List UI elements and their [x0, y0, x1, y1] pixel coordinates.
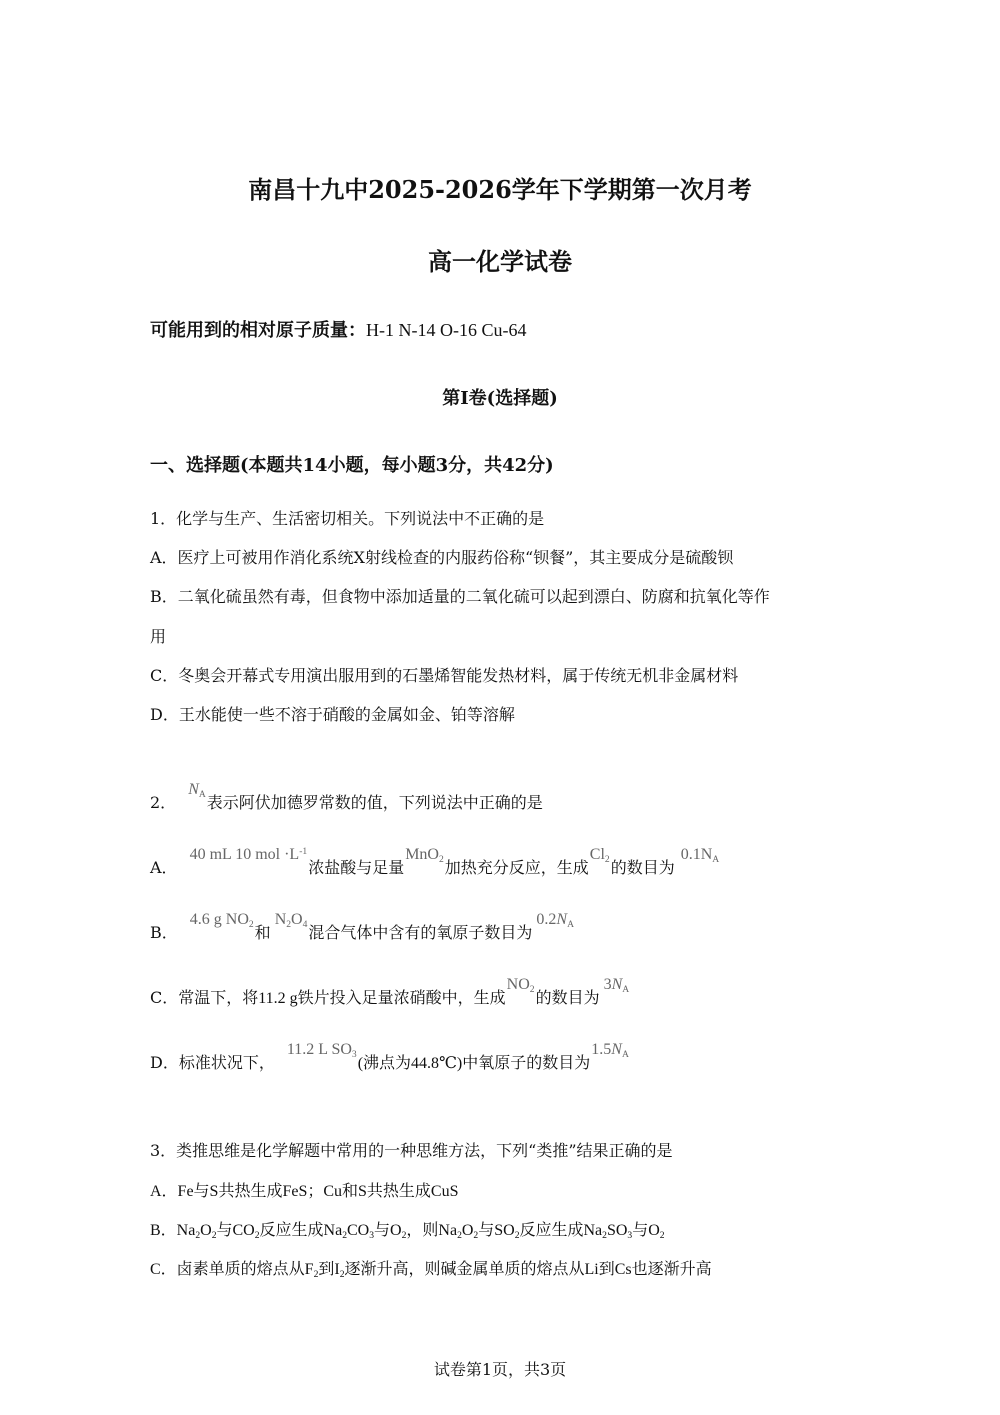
q2-option-a: A．40 mL 10 mol $\cdot L^{-1}$浓盐酸与足量MnO$_2$加热充分反应，生成$Cl_2$的数目为$0.1N_A$: [150, 846, 720, 877]
q2-option-b: B．4.6 g $NO_2$和$N_2O_4$混合气体中含有的氧原子数目为$0.2N_A$: [150, 911, 575, 942]
q3-option-c: C．卤素单质的熔点从$F_2$到$I_2$逐渐升高，则碱金属单质的熔点从Li到Cs也逐渐升高: [150, 1261, 712, 1280]
q3-option-a: A．Fe与S共热生成FeS；Cu和S共热生成CuS: [150, 1183, 459, 1200]
q2-c-formula-1: $NO_2$: [506, 976, 535, 995]
q2-number: 2．: [150, 793, 177, 812]
q2-b-formula-3: $0.2N_A$: [536, 911, 575, 930]
q2-d-formula-1: 11.2 L $SO_3$: [286, 1041, 357, 1060]
q2-b-formula-2: $N_2O_4$: [274, 911, 308, 930]
q2-a-formula-4: $0.1N_A$: [680, 846, 720, 865]
q3-stem: 3．类推思维是化学解题中常用的一种思维方法，下列“类推”结果正确的是: [150, 1141, 673, 1160]
q2-b-formula-1: 4.6 g $NO_2$: [189, 911, 254, 930]
q2-d-formula-2: $1.5N_A$: [591, 1041, 629, 1060]
q2-c-formula-2: $3N_A$: [603, 976, 630, 995]
q1-option-b-line2: 用: [150, 627, 167, 646]
q2-na-symbol: $N_A$: [188, 781, 206, 800]
q1-option-b-line1: B．二氧化硫虽然有毒，但食物中添加适量的二氧化硫可以起到漂白、防腐和抗氧化等作: [150, 587, 770, 606]
q2-stem: [150, 781, 543, 814]
atomic-mass-label: 可能用到的相对原子质量：: [150, 320, 366, 341]
q1-option-c: C．冬奥会开幕式专用演出服用到的石墨烯智能发热材料，属于传统无机非金属材料: [150, 666, 739, 685]
exam-title-line2: 高一化学试卷: [428, 247, 572, 276]
q2-option-c: C．常温下，将11.2 g铁片投入足量浓硝酸中，生成$NO_2$的数目为$3N_A$: [150, 976, 630, 1007]
q2-a-formula-3: $Cl_2$: [589, 846, 610, 865]
q1-option-a: A．医疗上可被用作消化系统X射线检查的内服药俗称“钡餐”，其主要成分是硫酸钡: [150, 548, 734, 567]
q1-stem: 1．化学与生产、生活密切相关。下列说法中不正确的是: [150, 509, 545, 528]
section-title: 一、选择题(本题共14小题，每小题3分，共42分): [150, 455, 554, 476]
q2-stem-text: 表示阿伏加德罗常数的值，下列说法中正确的是: [206, 793, 543, 812]
q2-a-formula-1: 40 mL 10 mol $\cdot L^{-1}$: [189, 846, 308, 863]
exam-title-line1: 南昌十九中2025-2026学年下学期第一次月考: [248, 175, 752, 204]
volume-title: 第Ⅰ卷(选择题): [442, 388, 558, 409]
q1-option-d: D．王水能使一些不溶于硝酸的金属如金、铂等溶解: [150, 705, 515, 724]
q3-option-b: B．$Na_2O_2$与$CO_2$反应生成$Na_2CO_3$与$O_2$，则$Na_2O_2$与$SO_2$反应生成$Na_2SO_3$与$O_2$: [150, 1222, 665, 1241]
page-footer: 试卷第1页，共3页: [433, 1360, 567, 1379]
q2-option-d: D．标准状况下，11.2 L $SO_3$(沸点为44.8℃)中氧原子的数目为$1.5N_A$: [150, 1041, 629, 1072]
atomic-mass-values: H-1 N-14 O-16 Cu-64: [366, 320, 527, 340]
q2-a-formula-2: MnO$_2$: [405, 846, 444, 865]
atomic-mass-line: [150, 316, 526, 342]
